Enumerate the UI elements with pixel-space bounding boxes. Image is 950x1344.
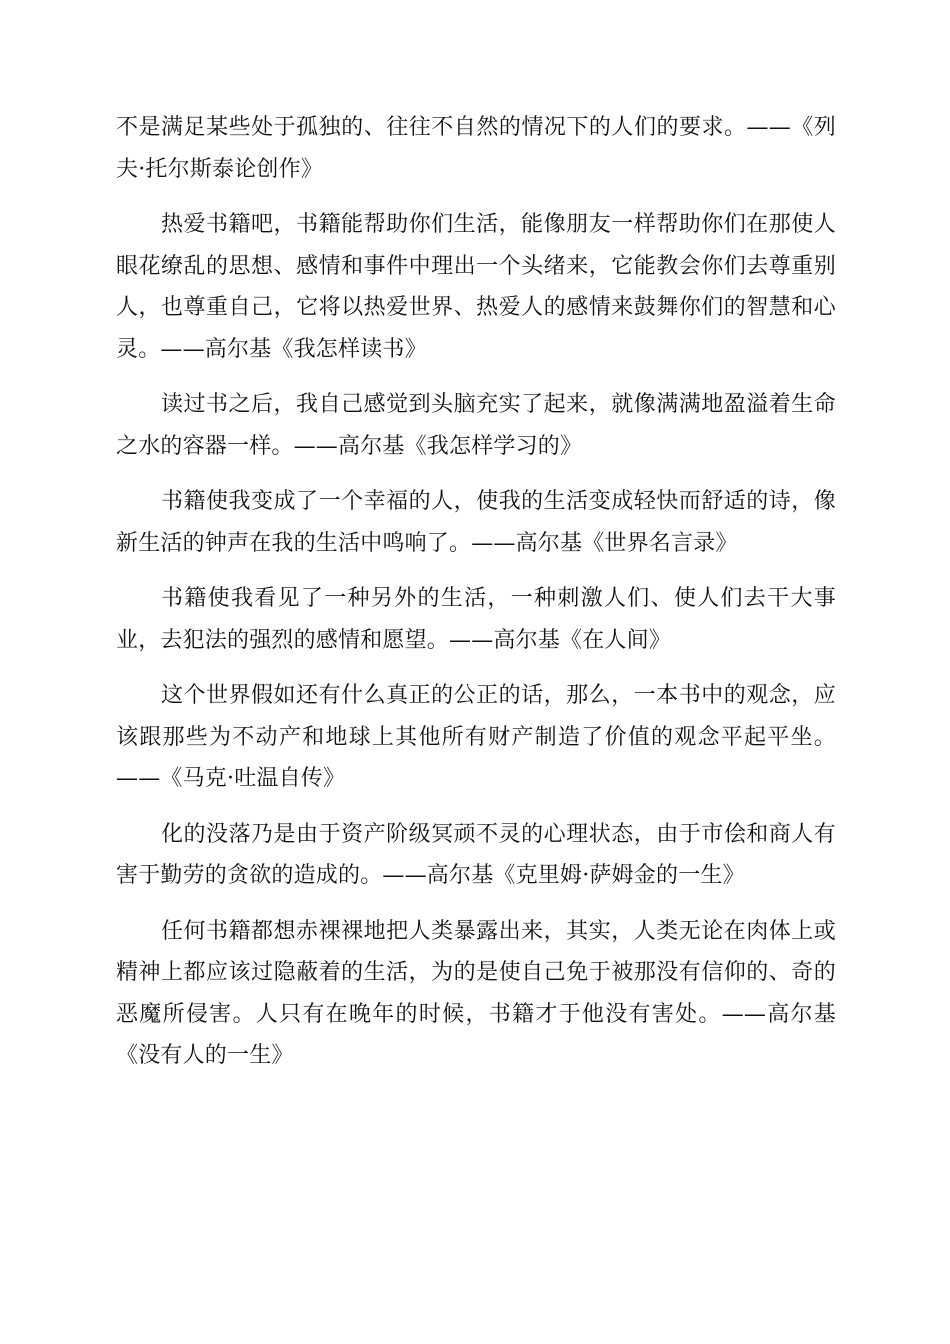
paragraph-mark-twain-quote: 这个世界假如还有什么真正的公正的话，那么，一本书中的观念，应该跟那些为不动产和地球上其他所有财产制造了价值的观念平起平坐。——《马克·吐温自传》 bbox=[116, 683, 836, 791]
paragraph-another-life-quote: 书籍使我看见了一种另外的生活，一种刺激人们、使人们去干大事业，去犯法的强烈的感情和愿望。——高尔基《在人间》 bbox=[116, 586, 836, 653]
paragraph-books-expose-quote: 任何书籍都想赤裸裸地把人类暴露出来，其实，人类无论在肉体上或精神上都应该过隐蔽着的生活，为的是使自己免于被那没有信仰的、奇的恶魔所侵害。人只有在晚年的时候，书籍才于他没有害处。——高尔基《没有人的一生》 bbox=[116, 918, 836, 1068]
paragraph-love-books-quote: 热爱书籍吧，书籍能帮助你们生活，能像朋友一样帮助你们在那使人眼花缭乱的思想、感情和事件中理出一个头绪来，它能教会你们去尊重别人，也尊重自己，它将以热爱世界、热爱人的感情来鼓舞你们的智慧和心灵。——高尔基《我怎样读书》 bbox=[116, 212, 836, 362]
document-body bbox=[116, 107, 836, 1091]
paragraph-after-reading-quote: 读过书之后，我自己感觉到头脑充实了起来，就像满满地盈溢着生命之水的容器一样。——高尔基《我怎样学习的》 bbox=[116, 392, 836, 459]
paragraph-bourgeois-decline-quote: 化的没落乃是由于资产阶级冥顽不灵的心理状态，由于市侩和商人有害于勤劳的贪欲的造成的。——高尔基《克里姆·萨姆金的一生》 bbox=[116, 821, 836, 888]
paragraph-happy-person-quote: 书籍使我变成了一个幸福的人，使我的生活变成轻快而舒适的诗，像新生活的钟声在我的生活中鸣响了。——高尔基《世界名言录》 bbox=[116, 489, 836, 556]
paragraph-tolstoy-quote: 不是满足某些处于孤独的、往往不自然的情况下的人们的要求。——《列夫·托尔斯泰论创作》 bbox=[116, 115, 836, 182]
